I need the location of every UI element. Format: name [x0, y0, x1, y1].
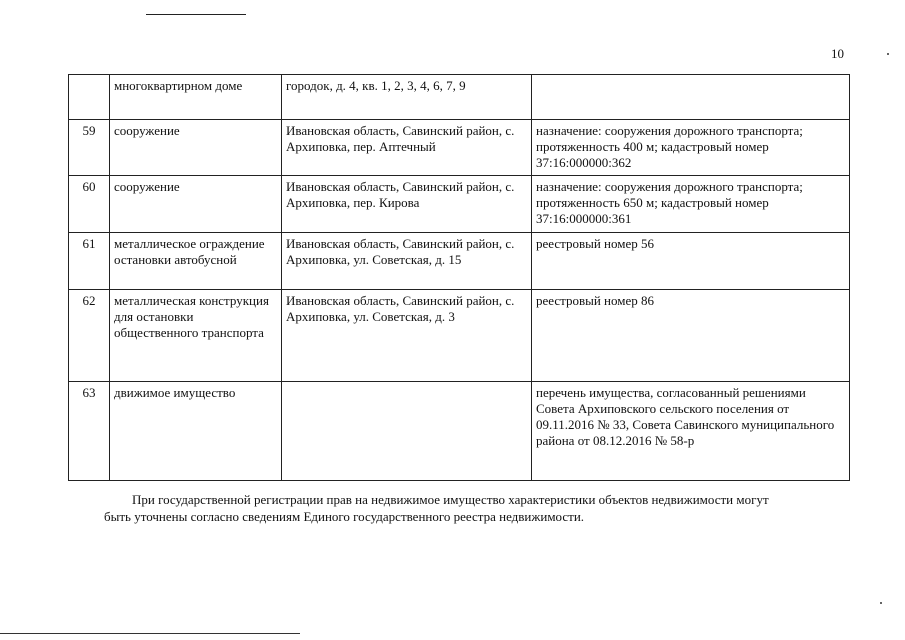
object-address: Ивановская область, Савинский район, с. Архиповка, пер. Кирова: [282, 176, 532, 233]
row-number: 60: [69, 176, 110, 233]
note-line: быть уточнены согласно сведениям Единого государственного реестра недвижимости.: [104, 509, 585, 524]
table-row: [69, 233, 850, 290]
table-row: [69, 176, 850, 233]
table-row: [69, 75, 850, 120]
object-address: Ивановская область, Савинский район, с. Архиповка, ул. Советская, д. 3: [282, 290, 532, 382]
property-table: [68, 74, 850, 481]
top-rule: [146, 14, 246, 15]
table-row: [69, 120, 850, 176]
note-line: При государственной регистрации прав на недвижимое имущество характеристики объектов недвижимости могут: [132, 492, 769, 507]
object-details: назначение: сооружения дорожного транспорта; протяженность 650 м; кадастровый номер 37:16:000000:361: [532, 176, 850, 233]
scan-speck: [887, 53, 889, 55]
table-row: [69, 290, 850, 382]
object-name: металлическая конструкция для остановки общественного транспорта: [110, 290, 282, 382]
row-number: 62: [69, 290, 110, 382]
object-name: металлическое ограждение остановки автобусной: [110, 233, 282, 290]
page-number: 10: [831, 46, 844, 61]
row-number: [69, 75, 110, 120]
scan-speck: [880, 602, 882, 604]
object-address: Ивановская область, Савинский район, с. Архиповка, пер. Аптечный: [282, 120, 532, 176]
row-number: 61: [69, 233, 110, 290]
object-name: сооружение: [110, 120, 282, 176]
object-details: назначение: сооружения дорожного транспорта; протяженность 400 м; кадастровый номер 37:16:000000:362: [532, 120, 850, 176]
object-details: реестровый номер 86: [532, 290, 850, 382]
object-name: многоквартирном доме: [110, 75, 282, 120]
object-name: сооружение: [110, 176, 282, 233]
row-number: 59: [69, 120, 110, 176]
registration-note: [104, 491, 864, 525]
bottom-rule: [0, 633, 300, 634]
object-address: [282, 382, 532, 481]
object-details: [532, 75, 850, 120]
table-row: [69, 382, 850, 481]
row-number: 63: [69, 382, 110, 481]
object-address: городок, д. 4, кв. 1, 2, 3, 4, 6, 7, 9: [282, 75, 532, 120]
object-address: Ивановская область, Савинский район, с. Архиповка, ул. Советская, д. 15: [282, 233, 532, 290]
object-name: движимое имущество: [110, 382, 282, 481]
object-details: реестровый номер 56: [532, 233, 850, 290]
object-details: перечень имущества, согласованный решениями Совета Архиповского сельского поселения от 09.11.2016 № 33, Совета Савинского муниципального района от 08.12.2016 № 58-р: [532, 382, 850, 481]
